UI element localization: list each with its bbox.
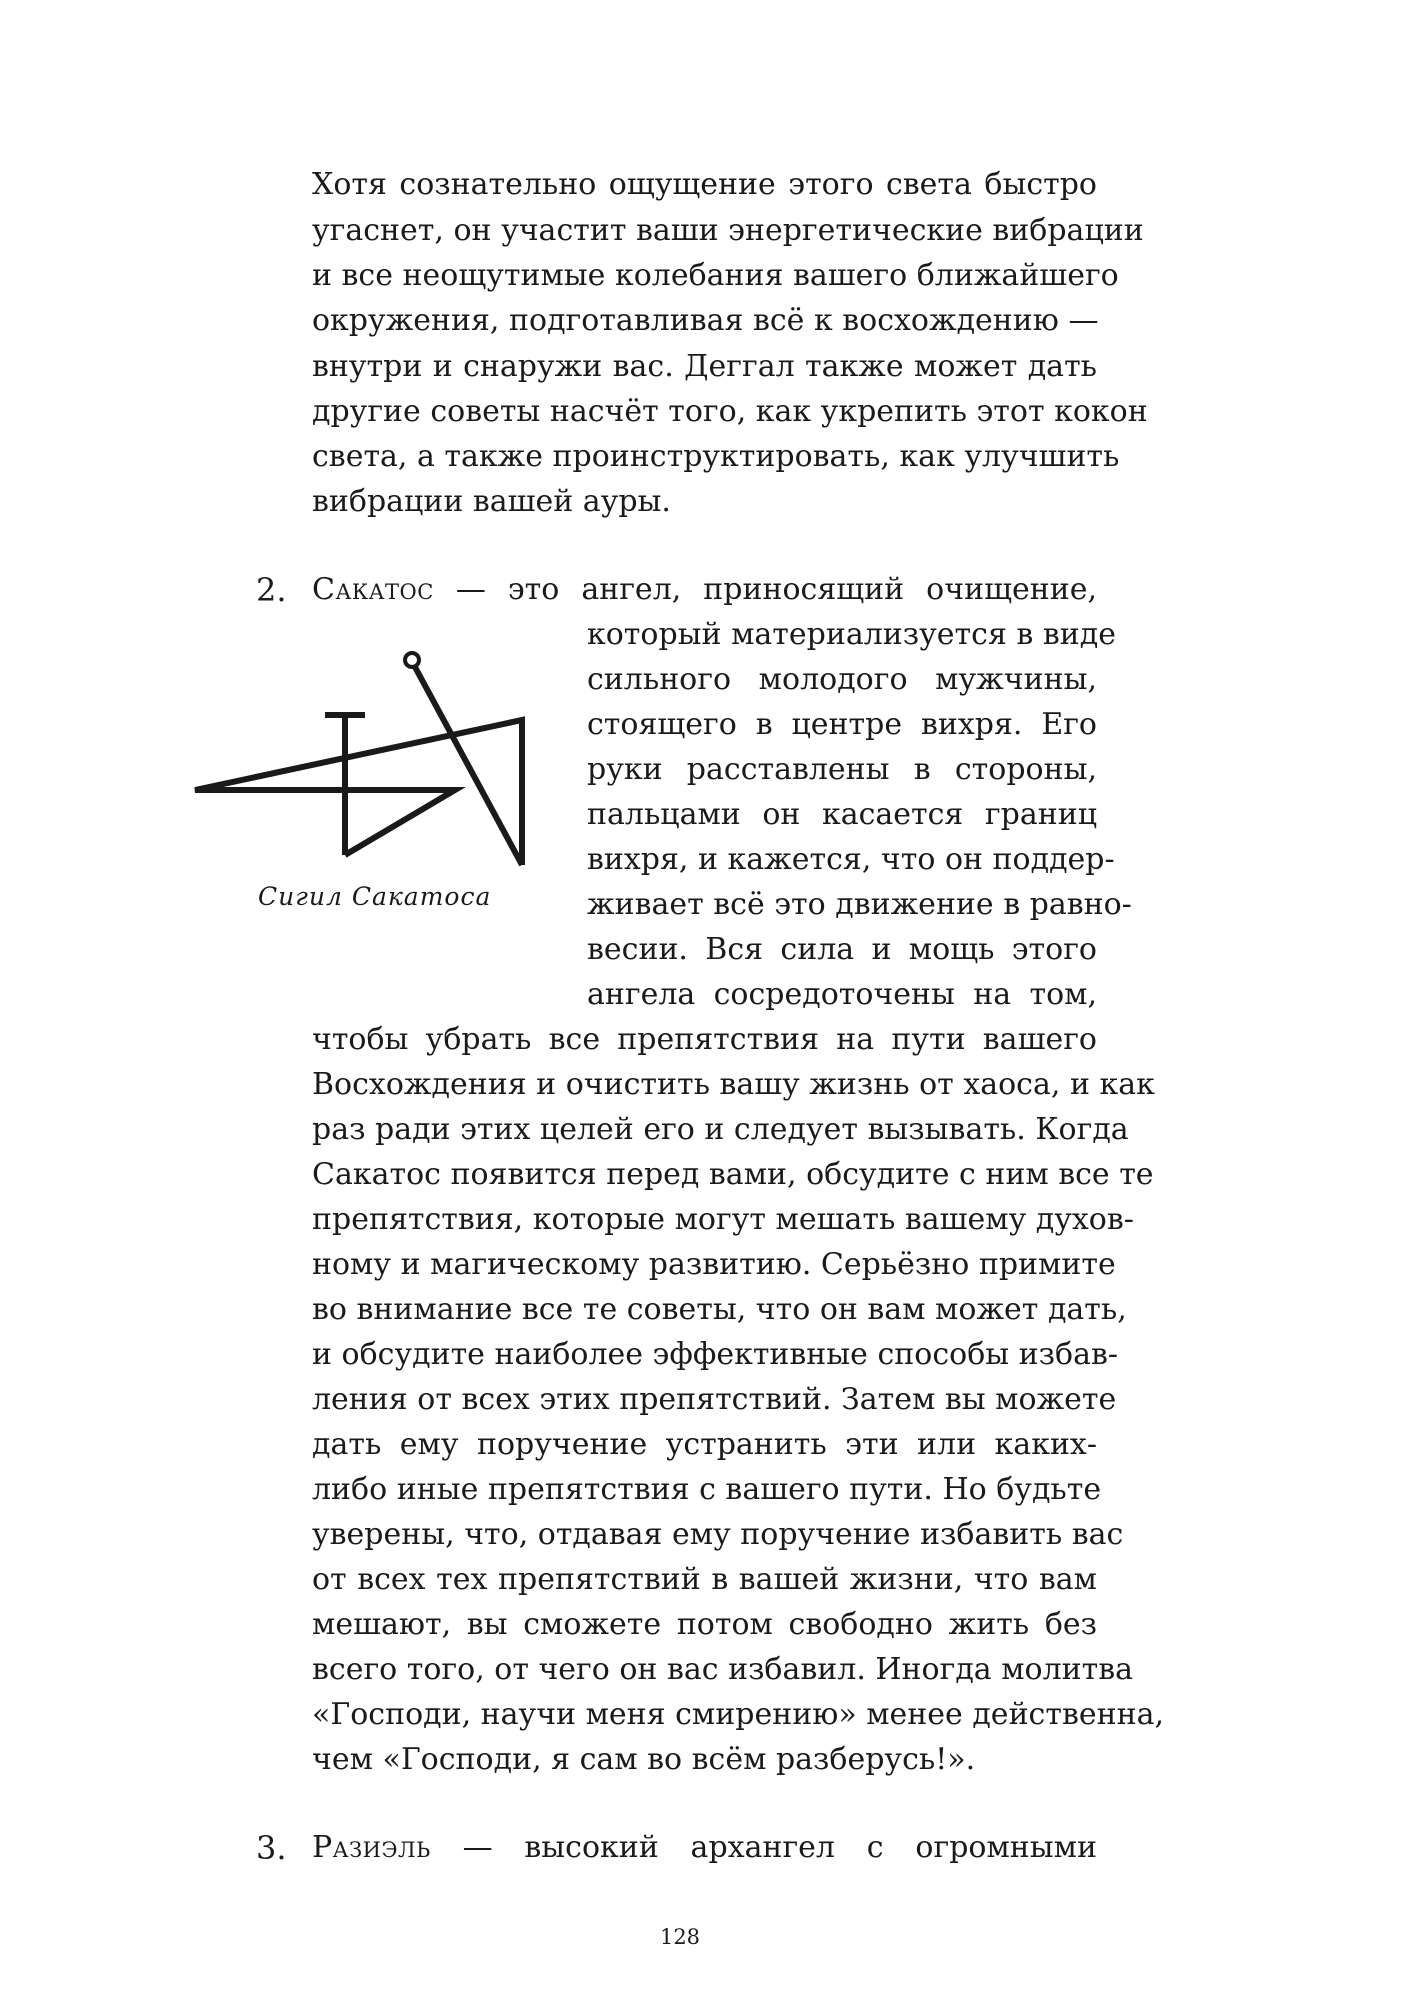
page-number: 128 — [659, 1925, 701, 1949]
paragraph1-line-1: Хотя сознательно ощущение этого света быстро — [312, 167, 1097, 202]
item2-line-13: от всех тех препятствий в вашей жизни, что вам — [312, 1562, 1097, 1597]
item2-line-16: «Господи, научи меня смирению» менее действенна, — [312, 1697, 1165, 1732]
item2-line-6: ному и магическому развитию. Серьёзно примите — [312, 1247, 1116, 1282]
item3-first-line-rest: — высокий архангел с огромными — [462, 1830, 1097, 1865]
paragraph1-line-4: окружения, подготавливая всё к восхождению — — [312, 303, 1099, 338]
item2-wrapped-line-6: вихря, и кажется, что он поддер- — [587, 842, 1115, 877]
paragraph1-line-6: другие советы насчёт того, как укрепить этот кокон — [312, 394, 1148, 429]
item2-wrapped-line-9: ангела сосредоточены на том, — [587, 977, 1097, 1012]
item3-first-line — [312, 1825, 1097, 1871]
item2-wrapped-line-7: живает всё это движение в равно- — [587, 887, 1132, 922]
item2-wrapped-line-3: стоящего в центре вихря. Его — [587, 707, 1097, 742]
paragraph1-line-7: света, а также проинструктировать, как улучшить — [312, 439, 1120, 474]
item2-line-10: дать ему поручение устранить эти или каких- — [312, 1427, 1097, 1462]
item3-name: Разиэль — [312, 1830, 431, 1865]
item2-line-15: всего того, от чего он вас избавил. Иногда молитва — [312, 1652, 1134, 1687]
paragraph1-line-8: вибрации вашей ауры. — [312, 484, 671, 519]
item2-wrapped-line-4: руки расставлены в стороны, — [587, 752, 1097, 787]
item2-first-line — [312, 567, 1097, 613]
item3-number: 3. — [256, 1829, 287, 1867]
paragraph1-line-2: угаснет, он участит ваши энергетические вибрации — [312, 213, 1144, 248]
item2-first-line-rest: — это ангел, приносящий очищение, — [455, 572, 1097, 607]
item2-line-11: либо иные препятствия с вашего пути. Но будьте — [312, 1472, 1102, 1507]
item2-wrapped-line-2: сильного молодого мужчины, — [587, 662, 1097, 697]
item2-line-8: и обсудите наиболее эффективные способы избав- — [312, 1337, 1119, 1372]
item2-wrapped-line-8: весии. Вся сила и мощь этого — [587, 932, 1097, 967]
item2-line-9: ления от всех этих препятствий. Затем вы можете — [312, 1382, 1117, 1417]
item2-name: Сакатос — [312, 572, 434, 607]
item2-number: 2. — [256, 571, 287, 609]
paragraph1-line-5: внутри и снаружи вас. Деггал также может дать — [312, 349, 1097, 384]
item2-line-3: раз ради этих целей его и следует вызывать. Когда — [312, 1112, 1129, 1147]
paragraph1-line-3: и все неощутимые колебания вашего ближайшего — [312, 258, 1119, 293]
sigil-caption: Сигил Сакатоса — [258, 882, 492, 911]
sakatos-sigil-icon — [190, 645, 550, 885]
item2-line-12: уверены, что, отдавая ему поручение избавить вас — [312, 1517, 1124, 1552]
item2-wrapped-line-1: который материализуется в виде — [587, 617, 1116, 652]
item2-line-4: Сакатос появится перед вами, обсудите с ним все те — [312, 1157, 1154, 1192]
item2-line-14: мешают, вы сможете потом свободно жить без — [312, 1607, 1097, 1642]
item2-line-1: чтобы убрать все препятствия на пути вашего — [312, 1022, 1097, 1057]
item2-line-7: во внимание все те советы, что он вам может дать, — [312, 1292, 1127, 1327]
item2-wrapped-line-5: пальцами он касается границ — [587, 797, 1097, 832]
item2-line-2: Восхождения и очистить вашу жизнь от хаоса, и как — [312, 1067, 1155, 1102]
item2-line-17: чем «Господи, я сам во всём разберусь!». — [312, 1742, 976, 1777]
item2-line-5: препятствия, которые могут мешать вашему духов- — [312, 1202, 1134, 1237]
